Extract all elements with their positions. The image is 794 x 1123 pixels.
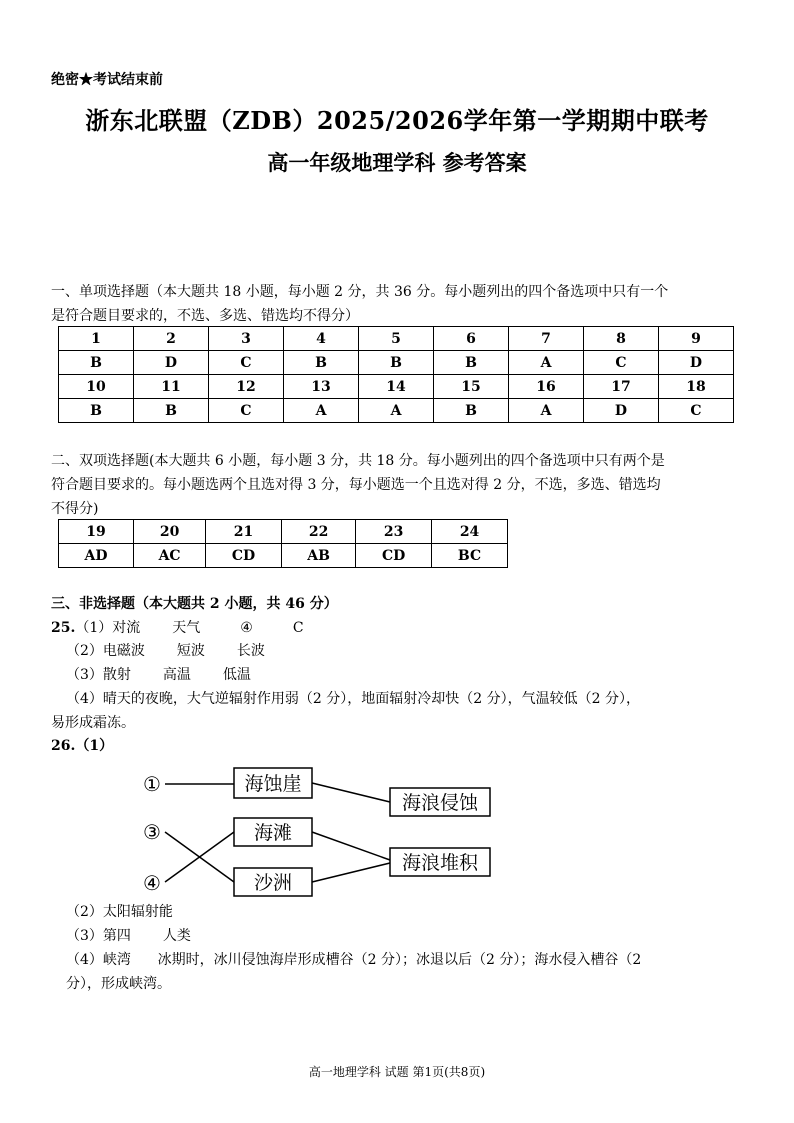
q25-part4-line1: （4）晴天的夜晚，大气逆辐射作用弱（2 分），地面辐射冷却快（2 分），气温较低（2 分）， — [66, 691, 640, 707]
single-choice-answer: B — [59, 399, 134, 423]
label-1: ① — [143, 772, 161, 796]
single-choice-answer: B — [434, 399, 509, 423]
link-cliff-erosion — [312, 783, 390, 802]
double-choice-answer-table — [58, 519, 508, 568]
section1-intro-line2: 是符合题目要求的，不选、多选、错选均不得分） — [51, 308, 359, 324]
single-choice-answer: A — [509, 351, 584, 375]
double-choice-answer: CD — [206, 544, 282, 568]
q25-p1-b: 天气 — [172, 620, 201, 636]
section2-intro-line3: 不得分) — [51, 501, 99, 517]
single-choice-question-number: 1 — [59, 327, 134, 351]
single-choice-answer: A — [359, 399, 434, 423]
single-choice-question-number: 5 — [359, 327, 434, 351]
q25-p2-c: 长波 — [236, 643, 265, 659]
single-choice-answer: C — [209, 351, 284, 375]
single-choice-answer: A — [509, 399, 584, 423]
single-choice-answer: B — [59, 351, 134, 375]
double-choice-question-number: 19 — [59, 520, 134, 544]
single-choice-answer: D — [659, 351, 734, 375]
single-choice-row — [59, 399, 734, 423]
page-footer: 高一地理学科 试题 第1页(共8页) — [308, 1065, 486, 1079]
single-choice-question-number: 13 — [284, 375, 359, 399]
q25-p1-d: C — [292, 620, 304, 636]
double-choice-row — [59, 520, 508, 544]
single-choice-answer: B — [284, 351, 359, 375]
double-choice-answer: CD — [356, 544, 432, 568]
single-choice-question-number: 7 — [509, 327, 584, 351]
q25-p3-b: 高温 — [162, 667, 191, 683]
double-choice-question-number: 21 — [206, 520, 282, 544]
double-choice-answer: AB — [282, 544, 356, 568]
text-beach: 海滩 — [253, 822, 293, 844]
double-choice-answer: AC — [134, 544, 206, 568]
single-choice-question-number: 8 — [584, 327, 659, 351]
q26-part3 — [66, 925, 191, 948]
q25-part2 — [66, 640, 265, 663]
single-choice-question-number: 6 — [434, 327, 509, 351]
double-choice-question-number: 20 — [134, 520, 206, 544]
q25-p2-a: （2）电磁波 — [66, 643, 145, 659]
single-choice-answer-table — [58, 326, 734, 423]
text-sea-cliff: 海蚀崖 — [244, 773, 302, 795]
q26-p3-b: 人类 — [162, 928, 191, 944]
single-choice-question-number: 16 — [509, 375, 584, 399]
single-choice-answer: B — [434, 351, 509, 375]
single-choice-question-number: 9 — [659, 327, 734, 351]
q25-p3-c: 低温 — [222, 667, 251, 683]
single-choice-question-number: 17 — [584, 375, 659, 399]
single-choice-row — [59, 327, 734, 351]
single-choice-question-number: 3 — [209, 327, 284, 351]
q26-p3-a: （3）第四 — [66, 928, 131, 944]
single-choice-row — [59, 351, 734, 375]
single-choice-answer: B — [134, 399, 209, 423]
q25-part1 — [51, 617, 304, 640]
q25-p2-b: 短波 — [176, 643, 205, 659]
link-sandbar-deposition — [312, 863, 390, 882]
section1-intro-line1: 一、单项选择题（本大题共 18 小题，每小题 2 分，共 36 分。每小题列出的四个备选项中只有一个 — [51, 284, 669, 300]
single-choice-question-number: 10 — [59, 375, 134, 399]
label-3: ③ — [143, 820, 161, 844]
single-choice-question-number: 18 — [659, 375, 734, 399]
single-choice-question-number: 15 — [434, 375, 509, 399]
single-choice-answer: C — [209, 399, 284, 423]
single-choice-question-number: 11 — [134, 375, 209, 399]
double-choice-answer: BC — [432, 544, 508, 568]
text-sandbar: 沙洲 — [253, 872, 293, 894]
q26-part4-line2: 分），形成峡湾。 — [66, 976, 171, 992]
page-subtitle: 高一年级地理学科 参考答案 — [267, 150, 527, 175]
double-choice-question-number: 24 — [432, 520, 508, 544]
single-choice-answer: D — [134, 351, 209, 375]
section2-intro-line1: 二、双项选择题(本大题共 6 小题，每小题 3 分，共 18 分。每小题列出的四个备选项中只有两个是 — [51, 453, 665, 469]
q25-p3-a: （3）散射 — [66, 667, 131, 683]
q25-p1-c: ④ — [240, 620, 253, 636]
coastal-landform-diagram — [130, 760, 510, 900]
single-choice-answer: D — [584, 399, 659, 423]
single-choice-question-number: 2 — [134, 327, 209, 351]
single-choice-question-number: 12 — [209, 375, 284, 399]
q26-part4-line1: （4）峡湾 冰期时，冰川侵蚀海岸形成槽谷（2 分）；冰退以后（2 分）；海水侵入槽谷（2 — [66, 952, 642, 968]
text-wave-deposition: 海浪堆积 — [401, 852, 479, 874]
q25-p1-a: （1）对流 — [75, 620, 141, 636]
q26-part2: （2）太阳辐射能 — [66, 904, 173, 920]
single-choice-row — [59, 375, 734, 399]
single-choice-question-number: 4 — [284, 327, 359, 351]
section3-intro: 三、非选择题（本大题共 2 小题，共 46 分） — [51, 596, 338, 612]
q26-part1-label: 26.（1） — [51, 738, 114, 754]
section2-intro-line2: 符合题目要求的。每小题选两个且选对得 3 分，每小题选一个且选对得 2 分，不选，多选、错选均 — [51, 477, 661, 493]
text-wave-erosion: 海浪侵蚀 — [401, 792, 479, 814]
page-title: 浙东北联盟（ZDB）2025/2026学年第一学期期中联考 — [85, 106, 709, 135]
section1-intro — [51, 280, 746, 328]
q25-part4-line2: 易形成霜冻。 — [51, 715, 135, 731]
double-choice-question-number: 22 — [282, 520, 356, 544]
single-choice-answer: C — [659, 399, 734, 423]
section2-intro — [51, 449, 746, 521]
double-choice-question-number: 23 — [356, 520, 432, 544]
q25-label: 25. — [51, 620, 76, 636]
single-choice-answer: A — [284, 399, 359, 423]
double-choice-row — [59, 544, 508, 568]
link-beach-deposition — [312, 832, 390, 860]
double-choice-answer: AD — [59, 544, 134, 568]
single-choice-answer: B — [359, 351, 434, 375]
single-choice-question-number: 14 — [359, 375, 434, 399]
q25-part3 — [66, 664, 251, 687]
single-choice-answer: C — [584, 351, 659, 375]
label-4: ④ — [143, 871, 161, 895]
confidential-mark: 绝密★考试结束前 — [51, 72, 163, 88]
